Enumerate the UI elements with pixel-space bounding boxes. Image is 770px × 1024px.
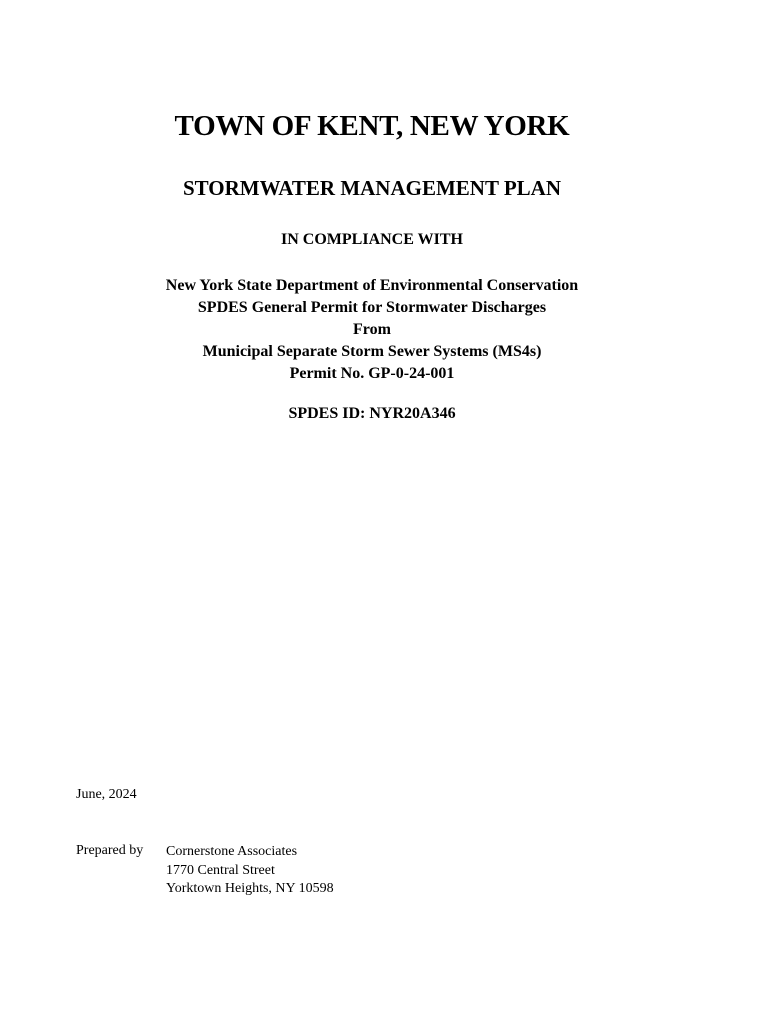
permit-line-ms4: Municipal Separate Storm Sewer Systems (MS4s) [202, 343, 542, 360]
document-title: TOWN OF KENT, NEW YORK [174, 110, 570, 142]
preparer-street: 1770 Central Street [166, 862, 275, 878]
prepared-by-label: Prepared by [76, 843, 144, 858]
preparer-name: Cornerstone Associates [166, 844, 298, 859]
permit-line-permit-type: SPDES General Permit for Stormwater Discharges [197, 299, 547, 316]
preparer-address [166, 843, 334, 899]
permit-description [0, 275, 744, 385]
spdes-id: SPDES ID: NYR20A346 [288, 405, 456, 422]
permit-line-number: Permit No. GP-0-24-001 [289, 365, 455, 382]
preparer-city: Yorktown Heights, NY 10598 [166, 881, 334, 896]
permit-line-from: From [353, 321, 391, 338]
document-date: June, 2024 [76, 787, 137, 802]
document-subtitle: STORMWATER MANAGEMENT PLAN [182, 176, 562, 200]
compliance-heading: IN COMPLIANCE WITH [281, 231, 463, 248]
permit-line-agency: New York State Department of Environmental Conservation [165, 277, 579, 294]
